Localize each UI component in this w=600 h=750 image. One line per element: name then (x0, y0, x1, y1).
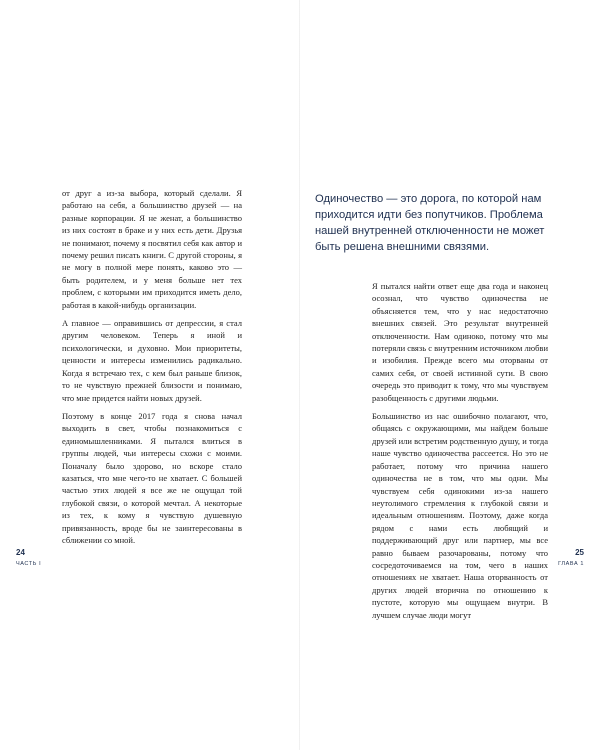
right-page-number: 25 (575, 548, 584, 557)
left-paragraph-3: Поэтому в конце 2017 года я снова начал выходить в свет, чтобы познакомиться с единомышленниками. Я пытался влиться в группы людей, чьи интересы схожи с моими. Поначалу было здорово, но вскоре стало казаться, что мне чего-то не хватает. С большей частью этих людей я все же не ощущал той глубокой связи, о которой мечтал. А некоторые из тех, к кому я чувствую душевную привязанность, вроде бы не заинтересованы в сближении со мной. (62, 410, 242, 545)
right-running-head: ГЛАВА 1 (558, 561, 584, 567)
right-body-text (372, 280, 548, 627)
left-page-number: 24 (16, 548, 25, 557)
right-paragraph-2: Большинство из нас ошибочно полагают, что, общаясь с окружающими, мы найдем больше друзей или встретим родственную душу, и тогда наше чувство одиночества рассеется. Но это не работает, потому что причина нашего одиночества не в том, что мы одни. Мы чувствуем себя одинокими из-за нашего неутолимого стремления к глубокой связи и идеальным отношениям. Поэтому, даже когда рядом с нами есть любящий и поддерживающий друг или партнер, мы все равно бываем разочарованы, потому что сосредоточиваемся на том, чего в наших отношениях не хватает. Наша оторванность от других людей вторична по отношению к пустоте, которую мы ощущаем внутри. В лучшем случае люди могут (372, 411, 548, 620)
left-paragraph-2: А главное — оправившись от депрессии, я стал другим человеком. Теперь я иной и психологически, и духовно. Мои приоритеты, ценности и интересы изменились радикально. Когда я встречаю тех, с кем был раньше близок, то не чувствую прежней близости и понимаю, что мне придется найти новых друзей. (62, 318, 242, 403)
pull-quote: Одиночество — это дорога, по которой нам приходится идти без попутчиков. Проблема нашей внутренней отключенности не может быть решена внешними связями. (315, 193, 545, 253)
right-paragraph-1: Я пытался найти ответ еще два года и наконец осознал, что чувство одиночества не объясняется тем, что у нас недостаточно внешних связей. Это результат внутренней отключенности. Нам одиноко, потому что мы потеряли связь с внутренним источником любви и изобилия. Прежде всего мы оторваны от самих себя, от своей истинной сути. В свою очередь это приводит к тому, что мы чувствуем разобщенность с другими людьми. (372, 281, 548, 403)
left-paragraph-1: от друг а из-за выбора, который сделали. Я работаю на себя, а большинство друзей — на разные корпорации. Я не женат, а большинство из них состоят в браке и у них есть дети. Друзья не понимают, почему я посвятил себя как автор и почему решил писать книги. С другой стороны, я не могу в полной мере понять, каково это — быть родителем, и у меня больше нет тех проблем, с которыми им приходится иметь дело, работая в какой-нибудь организации. (62, 188, 242, 310)
right-page (300, 0, 600, 750)
left-body-text (62, 187, 242, 552)
left-running-head: ЧАСТЬ I (16, 561, 42, 567)
